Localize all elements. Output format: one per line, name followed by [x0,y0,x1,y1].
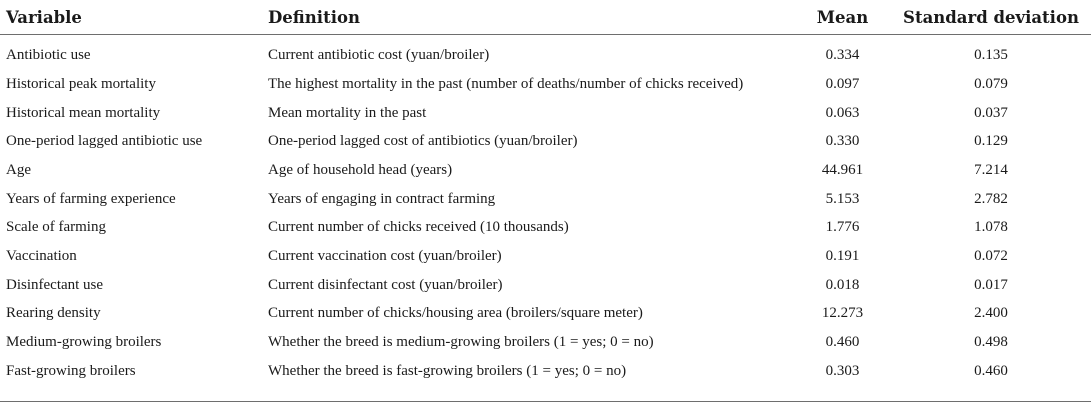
cell-definition: Current number of chicks/housing area (broilers/square meter) [268,305,643,322]
header-row [0,0,1091,35]
cell-standard-deviation: 0.017 [974,276,1008,293]
cell-variable: Age [6,161,31,178]
table-row [0,271,1091,300]
cell-standard-deviation: 0.072 [974,247,1008,264]
cell-variable: Rearing density [6,305,101,322]
table-row [0,357,1091,386]
cell-definition: Whether the breed is fast-growing broilers (1 = yes; 0 = no) [268,362,627,379]
header-standard-deviation: Standard deviation [891,0,1091,35]
cell-variable: Disinfectant use [6,276,104,293]
cell-variable: Vaccination [6,247,77,264]
cell-standard-deviation: 0.135 [974,47,1008,63]
cell-definition: Years of engaging in contract farming [268,190,496,207]
cell-mean: 5.153 [825,190,860,207]
cell-standard-deviation: 7.214 [974,161,1008,178]
header-mean: Mean [794,0,891,35]
table-row [0,242,1091,271]
cell-variable: Antibiotic use [6,47,91,63]
cell-variable: Years of farming experience [6,190,176,207]
cell-variable: Fast-growing broilers [6,362,136,379]
cell-variable: Scale of farming [6,219,106,236]
cell-mean: 0.334 [825,47,860,63]
table-header [0,0,1091,35]
table-row [0,70,1091,99]
cell-variable: Historical peak mortality [6,75,156,92]
table-bottom-rule [0,401,1091,402]
cell-mean: 44.961 [821,161,864,178]
table-row [0,127,1091,156]
cell-mean: 0.303 [825,362,860,379]
cell-mean: 0.460 [825,334,860,351]
table-body [0,35,1091,386]
cell-definition: Whether the breed is medium-growing broilers (1 = yes; 0 = no) [268,334,654,351]
table-row [0,35,1091,71]
cell-standard-deviation: 0.079 [974,75,1008,92]
cell-mean: 12.273 [821,305,864,322]
cell-standard-deviation: 1.078 [974,219,1008,236]
cell-mean: 0.330 [825,133,860,150]
table-row [0,99,1091,128]
header-variable: Variable [0,0,262,35]
cell-mean: 0.191 [825,247,860,264]
cell-standard-deviation: 0.460 [974,362,1008,379]
cell-mean: 0.018 [825,276,860,293]
cell-mean: 0.063 [825,104,860,121]
cell-definition: Current number of chicks received (10 thousands) [268,219,569,236]
cell-variable: One-period lagged antibiotic use [6,133,203,150]
cell-standard-deviation: 0.498 [974,334,1008,351]
cell-definition: One-period lagged cost of antibiotics (yuan/broiler) [268,133,578,150]
cell-definition: Mean mortality in the past [268,104,427,121]
cell-mean: 0.097 [825,75,860,92]
cell-variable: Medium-growing broilers [6,334,162,351]
table-row [0,328,1091,357]
cell-standard-deviation: 2.782 [974,190,1008,207]
cell-definition: Age of household head (years) [268,161,453,178]
table-row [0,185,1091,214]
cell-mean: 1.776 [825,219,860,236]
cell-standard-deviation: 0.037 [974,104,1008,121]
table-row [0,300,1091,329]
cell-definition: Current antibiotic cost (yuan/broiler) [268,47,490,63]
table-row [0,156,1091,185]
table-row [0,213,1091,242]
header-definition: Definition [262,0,794,35]
cell-variable: Historical mean mortality [6,104,161,121]
cell-standard-deviation: 0.129 [974,133,1008,150]
cell-definition: Current vaccination cost (yuan/broiler) [268,247,502,264]
cell-definition: Current disinfectant cost (yuan/broiler) [268,276,503,293]
cell-definition: The highest mortality in the past (number of deaths/number of chicks received) [268,75,744,92]
cell-standard-deviation: 2.400 [974,305,1008,322]
